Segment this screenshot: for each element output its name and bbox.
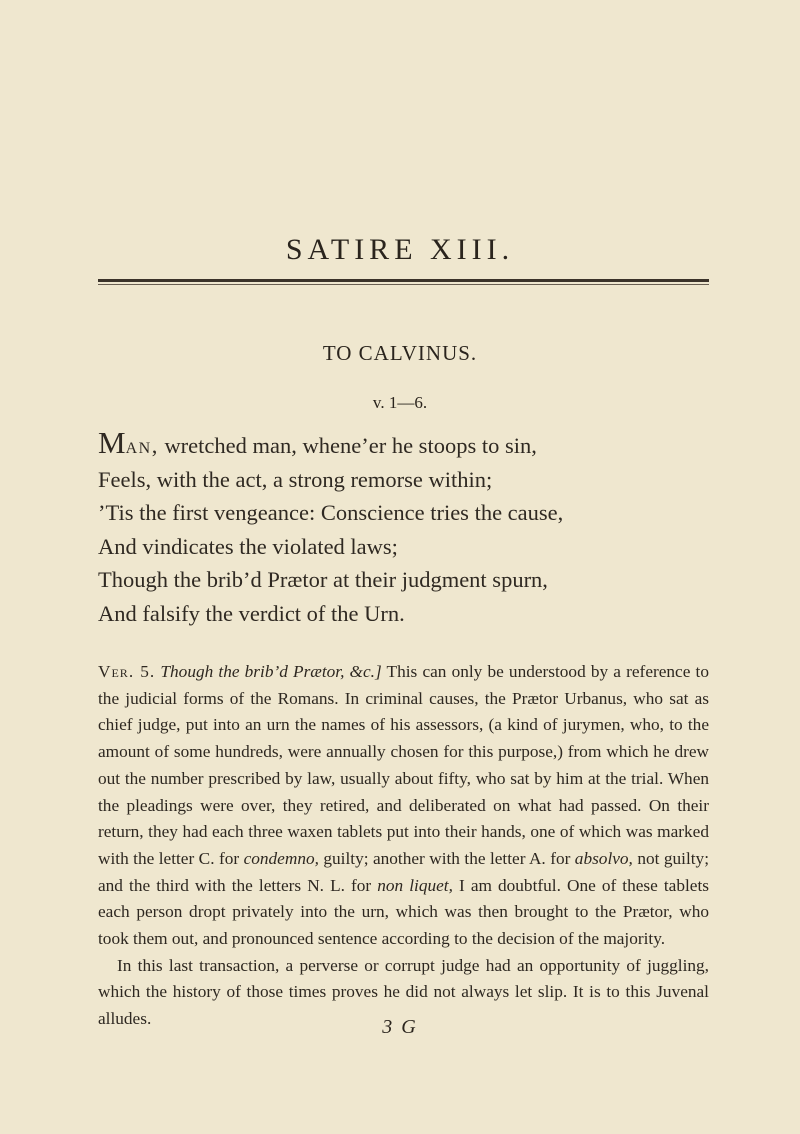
verse-range: v. 1—6. — [372, 393, 428, 412]
printer-signature: 3 G — [382, 1016, 418, 1038]
note-text-b: guilty; another with the letter A. for — [318, 848, 575, 868]
poem-line-5: Though the brib’d Prætor at their judgment spurn, — [98, 567, 548, 592]
note-text-c: not guilty; and the third with the letters N. L. for — [98, 848, 709, 895]
poem-line-2: Feels, with the act, a strong remorse within; — [98, 466, 493, 492]
footnote — [98, 659, 709, 1033]
term-absolvo: absolvo, — [574, 848, 633, 868]
footnote-paragraph-2: In this last transaction, a perverse or corrupt judge had an opportunity of juggling, which the history of those times proves he did not always let slip. It is to this Juvenal alludes. — [98, 955, 709, 1029]
footnote-paragraph-1 — [98, 659, 709, 953]
dedication-heading: TO CALVINUS. — [322, 341, 478, 365]
poem-line-1-text: wretched man, whene’er he stoops to sin, — [158, 433, 537, 458]
note-text-a: This can only be understood by a reference to the judicial forms of the Romans. In criminal causes, the Prætor Urbanus, who sat as chief judge, put into an urn the names of his assessors, (a kind of jurymen, who, to the amount of some hundreds, were annually chosen for this purpose,) from which he drew out the number prescribed by law, usually about fifty, who sat by him at the trial. When the pleadings were over, they retired, and deliberated on what had passed. On their return, they had each three waxen tablets put into their hands, one of which was marked with the letter C. for — [98, 662, 709, 868]
poem-stanza — [98, 425, 708, 630]
poem-line-1 — [98, 425, 708, 463]
title-rule-thin — [98, 284, 709, 285]
note-quote: Though the brib’d Prætor, &c.] — [160, 662, 382, 681]
drop-cap: M — [98, 425, 126, 460]
page-title: SATIRE XIII. — [285, 233, 515, 266]
opening-word: an, — [125, 433, 159, 458]
term-condemno: condemno, — [243, 848, 319, 868]
poem-line-6: And falsify the verdict of the Urn. — [98, 600, 405, 626]
term-non-liquet: non liquet, — [377, 875, 453, 895]
note-lead: Ver. 5. — [98, 662, 156, 681]
poem-line-4: And vindicates the violated laws; — [98, 533, 398, 559]
title-rule-thick — [98, 279, 709, 282]
poem-line-3: ’Tis the first vengeance: Conscience tries the cause, — [98, 500, 564, 525]
note-text-d: I am doubtful. One of these tablets each person dropt privately into the urn, which was then brought to the Prætor, who took them out, and pronounced sentence according to the decision of the majority. — [98, 875, 709, 949]
